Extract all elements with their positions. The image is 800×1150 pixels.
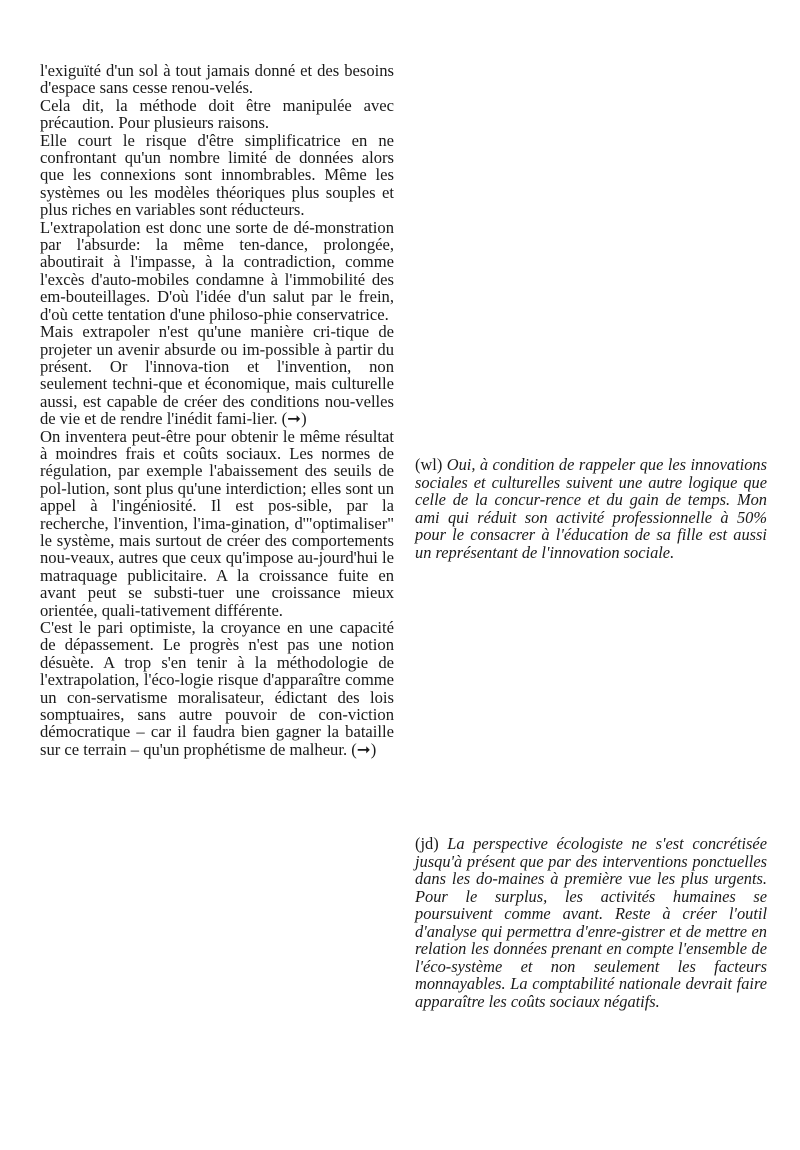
annotation-author-tag: (wl) xyxy=(415,455,443,474)
paragraph: Cela dit, la méthode doit être manipulée avec précaution. Pour plusieurs raisons. xyxy=(40,95,394,133)
paragraph: C'est le pari optimiste, la croyance en une capacité de dépassement. Le progrès n'est pas une notion désuète. A trop s'en tenir à la méthodologie de l'extrapolation, l'éco-logie risque d'apparaître comme un con-servatisme moralisateur, édictant des lois somptuaires, sans autre pouvoir de con-viction démocratique – car il faudra bien gagner la bataille sur ce terrain – qu'un prophétisme de malheur. (➞) xyxy=(40,618,394,759)
annotation-author-tag: (jd) xyxy=(415,834,439,853)
annotation-text: La perspective écologiste ne s'est concrétisée jusqu'à présent que par des interventions ponctuelles dans les do-maines à première vue les plus urgents. Pour le surplus, les activités humaines se poursuivent comme avant. Reste à créer l'outil d'analyse qui permettra d'enre-gistrer et de mettre en relation les données prenant en compte l'ensemble de l'éco-système et non seulement les facteurs monnayables. La comptabilité nationale devrait faire apparaître les coûts sociaux négatifs. xyxy=(415,834,767,1011)
main-text-column xyxy=(40,62,394,758)
annotation-jd xyxy=(415,835,767,1010)
paragraph: Mais extrapoler n'est qu'une manière cri-tique de projeter un avenir absurde ou im-possible à partir du présent. Or l'innova-tion et l'invention, non seulement techni-que et économique, mais culturelle aussi, est capable de créer des conditions nou-velles de vie et de rendre l'inédit fami-lier. (➞) xyxy=(40,322,394,429)
paragraph: On inventera peut-être pour obtenir le même résultat à moindres frais et coûts sociaux. Les normes de régulation, par exemple l'abaissement des seuils de pol-lution, sont plus qu'une interdiction; elles sont un appel à l'ingéniosité. Il est pos-sible, par la recherche, l'invention, l'ima-gination, d'"optimaliser" le système, mais surtout de créer des comportements nou-veaux, autres que ceux qu'impose au-jourd'hui le matraquage publicitaire. A la croissance fuite en avant peut se substi-tuer une croissance mieux orientée, quali-tativement différente. xyxy=(40,426,394,620)
paragraph: L'extrapolation est donc une sorte de dé-monstration par l'absurde: la même ten-dance, prolongée, aboutirait à l'impasse, à la contradiction, comme l'excès d'auto-mobiles condamne à l'immobilité des em-bouteillages. D'où l'idée d'un salut par le frein, d'où cette tentation d'une philoso-phie conservatrice. xyxy=(40,217,394,324)
paragraph: Elle court le risque d'être simplificatrice en ne confrontant qu'un nombre limité de données alors que les connexions sont innombrables. Même les systèmes ou les modèles théoriques plus souples et plus riches en variables sont réducteurs. xyxy=(40,130,394,220)
annotation-text: Oui, à condition de rappeler que les innovations sociales et culturelles suivent une autre logique que celle de la concur-rence et du gain de temps. Mon ami qui réduit son activité professionnelle à 50% pour le consacrer à l'éducation de sa fille est aussi un représentant de l'innovation sociale. xyxy=(415,455,767,562)
paragraph: l'exiguïté d'un sol à tout jamais donné et des besoins d'espace sans cesse renou-velés. xyxy=(40,61,394,98)
annotation-wl xyxy=(415,456,767,561)
